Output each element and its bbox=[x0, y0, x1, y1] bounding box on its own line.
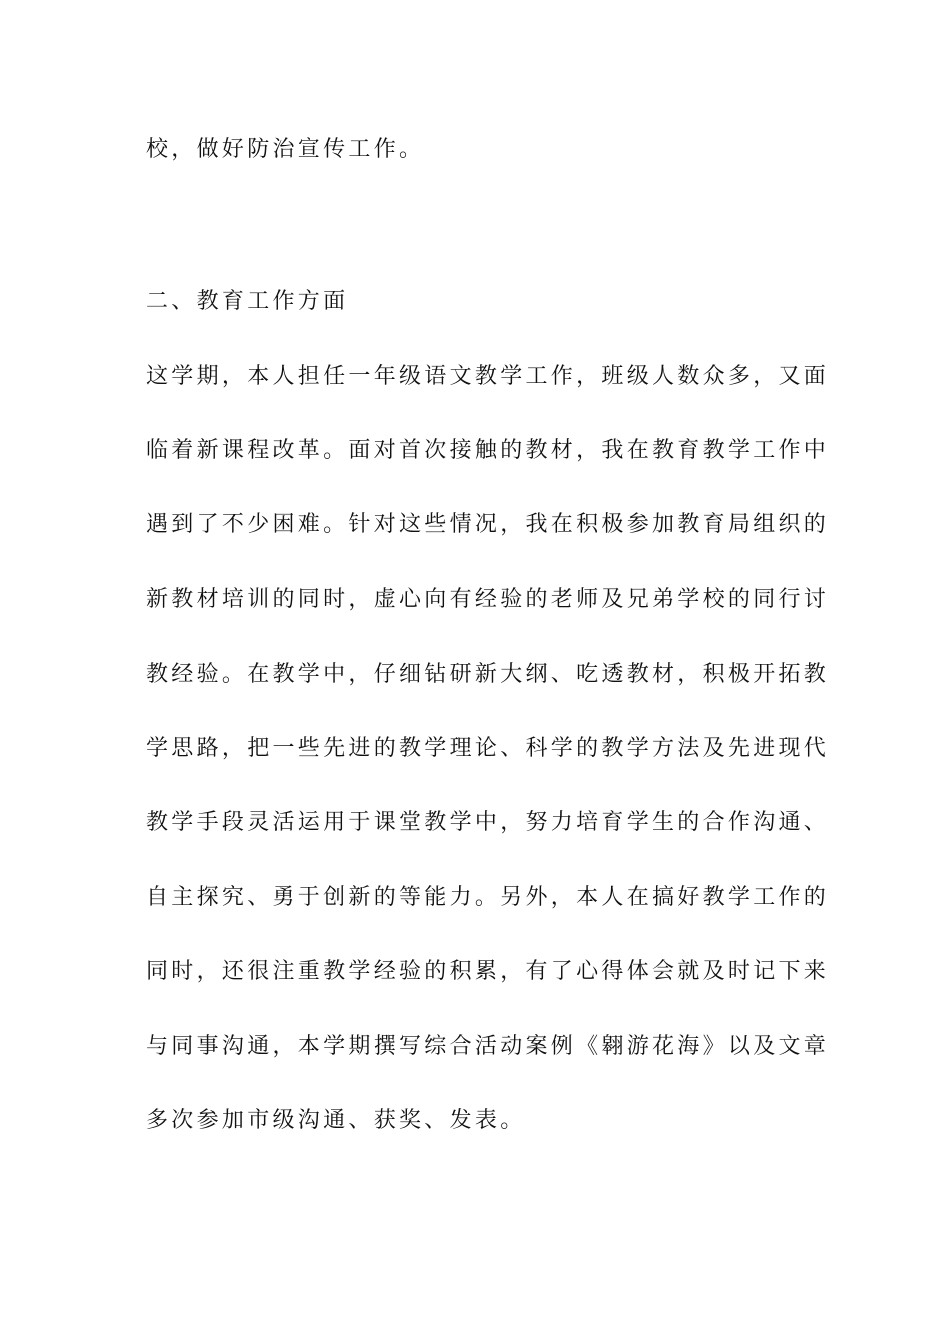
continuation-line: 校，做好防治宣传工作。 bbox=[146, 137, 425, 162]
paragraph-line: 学思路，把一些先进的教学理论、科学的教学方法及先进现代 bbox=[146, 736, 830, 761]
paragraph-line: 这学期，本人担任一年级语文教学工作，班级人数众多，又面 bbox=[146, 364, 830, 389]
paragraph-line: 遇到了不少困难。针对这些情况，我在积极参加教育局组织的 bbox=[146, 512, 830, 537]
paragraph-line: 与同事沟通，本学期撰写综合活动案例《翱游花海》以及文章 bbox=[146, 1034, 830, 1059]
paragraph-line: 同时，还很注重教学经验的积累，有了心得体会就及时记下来 bbox=[146, 959, 830, 984]
paragraph-last-line: 多次参加市级沟通、获奖、发表。 bbox=[146, 1108, 526, 1133]
section-heading: 二、教育工作方面 bbox=[146, 289, 349, 314]
paragraph-line: 自主探究、勇于创新的等能力。另外，本人在搞好教学工作的 bbox=[146, 885, 830, 910]
paragraph-line: 新教材培训的同时，虚心向有经验的老师及兄弟学校的同行讨 bbox=[146, 587, 830, 612]
paragraph-line: 临着新课程改革。面对首次接触的教材，我在教育教学工作中 bbox=[146, 438, 830, 463]
paragraph-line: 教经验。在教学中，仔细钻研新大纲、吃透教材，积极开拓教 bbox=[146, 662, 830, 687]
paragraph-line: 教学手段灵活运用于课堂教学中，努力培育学生的合作沟通、 bbox=[146, 810, 830, 835]
